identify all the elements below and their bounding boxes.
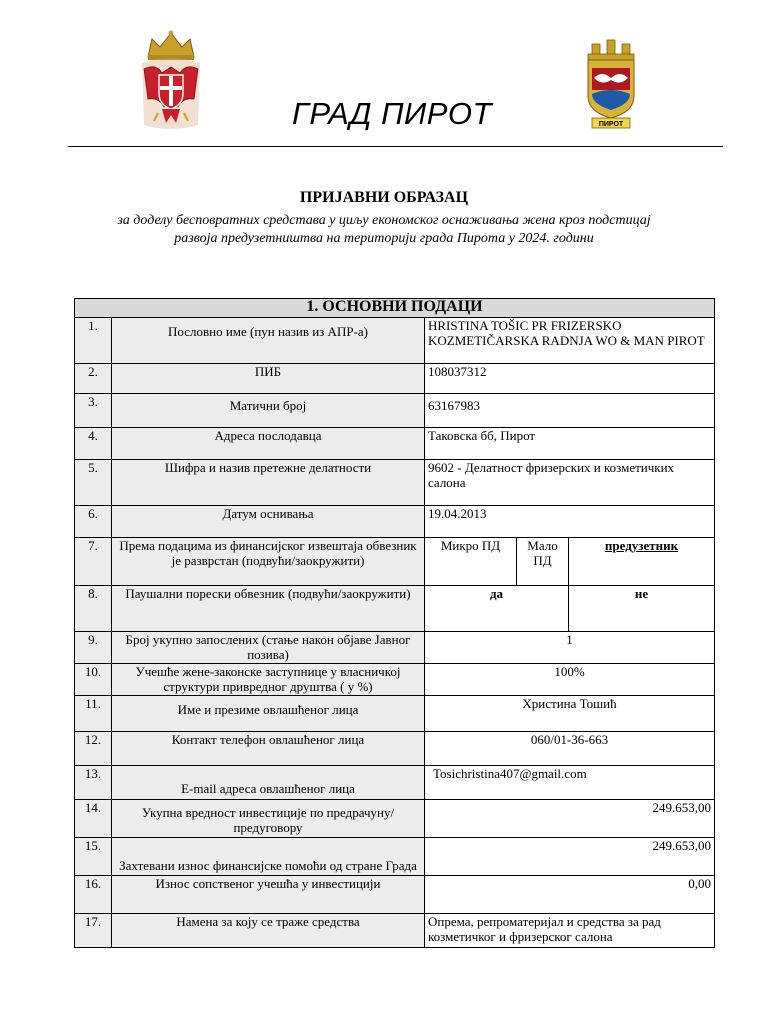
table-row: [75, 538, 715, 586]
row-label: E-mail адреса овлашћеног лица: [112, 766, 425, 800]
table-row: [75, 460, 715, 506]
row-number: 9.: [75, 632, 112, 664]
table-row: [75, 732, 715, 766]
row-label: Намена за коју се траже средства: [112, 914, 425, 948]
option-yes: да: [425, 586, 569, 632]
row-label: Име и презиме овлашћеног лица: [112, 696, 425, 732]
row-label: Износ сопственог учешћа у инвестицији: [112, 876, 425, 914]
row-number: 14.: [75, 800, 112, 838]
own-contribution-value: 0,00: [425, 876, 715, 914]
row-label: Број укупно запослених (стање након објаве Јавног позива): [112, 632, 425, 664]
row-label: Контакт телефон овлашћеног лица: [112, 732, 425, 766]
option-no: не: [569, 586, 715, 632]
table-row: [75, 876, 715, 914]
funds-purpose-value: Опрема, репроматеријал и средства за рад козметичког и фризерског салона: [425, 914, 715, 948]
row-label: Захтевани износ финансијске помоћи од стране Града: [112, 838, 425, 876]
row-label: Шифра и назив претежне делатности: [112, 460, 425, 506]
row-number: 12.: [75, 732, 112, 766]
option-micro: Микро ПД: [425, 538, 517, 586]
table-row: [75, 394, 715, 428]
pirot-coat-banner-text: ПИРОТ: [598, 121, 624, 128]
option-entrepreneur: предузетник: [604, 538, 679, 553]
authorized-person-value: Христина Тошић: [425, 696, 715, 732]
form-subtitle-line1: за доделу бесповратних средстава у циљу економског оснаживања жена кроз подстицај: [117, 213, 651, 228]
section-header-row: [75, 299, 715, 318]
table-row: [75, 664, 715, 696]
row-number: 15.: [75, 838, 112, 876]
city-title: ГРАД ПИРОТ: [292, 96, 492, 131]
row-number: 3.: [75, 394, 112, 428]
row-number: 13.: [75, 766, 112, 800]
investment-total-value: 249.653,00: [425, 800, 715, 838]
row-number: 11.: [75, 696, 112, 732]
row-label: Матични број: [112, 394, 425, 428]
table-row: [75, 506, 715, 538]
pib-value: 108037312: [425, 364, 715, 394]
option-small: Мало ПД: [517, 538, 569, 586]
form-title: ПРИЈАВНИ ОБРАЗАЦ: [299, 189, 469, 206]
section-title: 1. ОСНОВНИ ПОДАЦИ: [75, 299, 715, 318]
row-label: Датум оснивања: [112, 506, 425, 538]
pirot-coat-of-arms-logo: [584, 38, 638, 130]
employer-address-value: Таковска бб, Пирот: [425, 428, 715, 460]
activity-code-value: 9602 - Делатност фризерских и козметичких салона: [425, 460, 715, 506]
row-number: 1.: [75, 318, 112, 364]
table-row: [75, 428, 715, 460]
row-number: 16.: [75, 876, 112, 914]
row-label: Пословно име (пун назив из АПР-а): [112, 318, 425, 364]
row-number: 6.: [75, 506, 112, 538]
table-row: [75, 838, 715, 876]
row-label: Укупна вредност инвестиције по предрачуну/предуговору: [112, 800, 425, 838]
email-value: Tosichristina407@gmail.com: [425, 766, 715, 800]
row-number: 8.: [75, 586, 112, 632]
table-row: [75, 632, 715, 664]
row-number: 2.: [75, 364, 112, 394]
requested-amount-value: 249.653,00: [425, 838, 715, 876]
row-number: 10.: [75, 664, 112, 696]
table-row: [75, 766, 715, 800]
contact-phone-value: 060/01-36-663: [425, 732, 715, 766]
row-label: Адреса послодавца: [112, 428, 425, 460]
row-label: Паушални порески обвезник (подвући/заокружити): [112, 586, 425, 632]
row-label: Према подацима из финансијског извештаја обвезник је разврстан (подвући/заокружити): [112, 538, 425, 586]
row-number: 17.: [75, 914, 112, 948]
table-row: [75, 364, 715, 394]
business-name-value: HRISTINA TOŠIC PR FRIZERSKO KOZMETIČARSKA RADNJA WO & MAN PIROT: [425, 318, 715, 364]
row-label: Учешће жене-законске заступнице у власничкој структури привредног друштва ( у %): [112, 664, 425, 696]
row-number: 5.: [75, 460, 112, 506]
employee-count-value: 1: [425, 632, 715, 664]
basic-data-table: [74, 298, 715, 948]
row-label: ПИБ: [112, 364, 425, 394]
founding-date-value: 19.04.2013: [425, 506, 715, 538]
table-row: [75, 586, 715, 632]
serbia-coat-of-arms-logo: [138, 29, 204, 131]
form-subtitle-line2: развоја предузетништва на територији града Пирота у 2024. години: [174, 231, 594, 246]
registration-number-value: 63167983: [425, 394, 715, 428]
ownership-share-value: 100%: [425, 664, 715, 696]
row-number: 4.: [75, 428, 112, 460]
row-number: 7.: [75, 538, 112, 586]
table-row: [75, 696, 715, 732]
table-row: [75, 800, 715, 838]
table-row: [75, 914, 715, 948]
header-divider: [68, 146, 723, 147]
option-entrepreneur-cell: [569, 538, 715, 586]
table-row: [75, 318, 715, 364]
